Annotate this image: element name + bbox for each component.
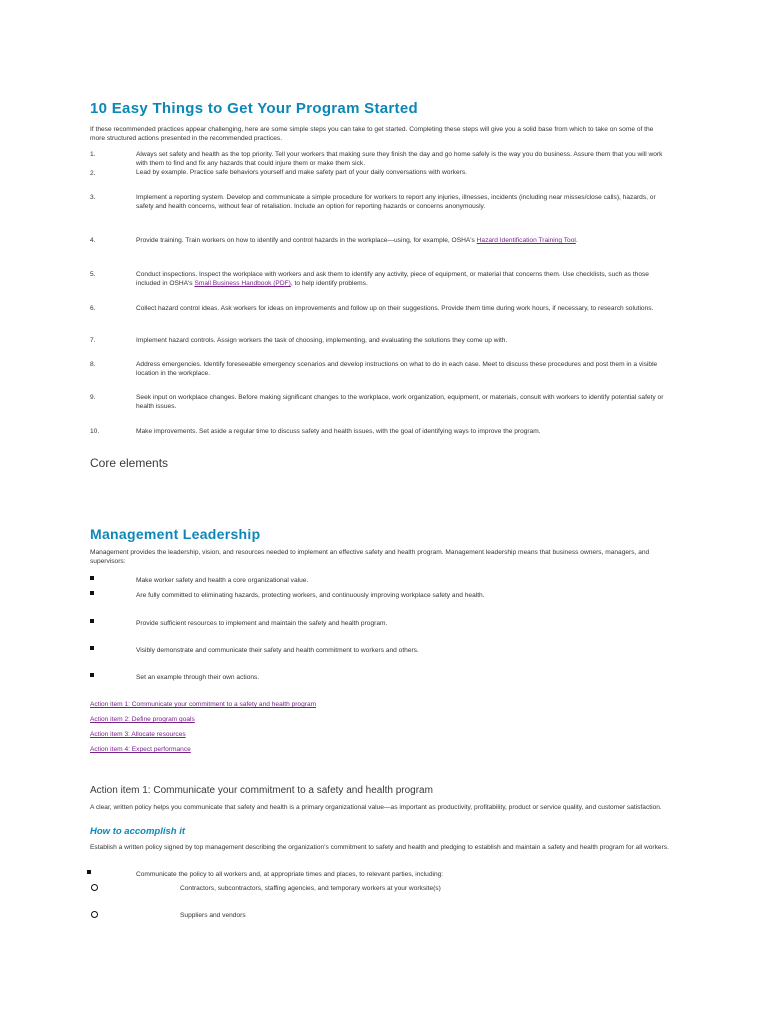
- bullet-text: Visibly demonstrate and communicate their safety and health commitment to workers and others.: [136, 647, 419, 654]
- sub-bullet-text: Suppliers and vendors: [180, 912, 246, 919]
- action-item-1-intro: A clear, written policy helps you communicate that safety and health is a primary organizational value—as important as productivity, profitability, product or service quality, and customer satisfaction.: [90, 804, 662, 811]
- bullet-square-icon: [90, 646, 94, 650]
- bullet-circle-icon: [91, 884, 98, 891]
- step-text-part: Provide training. Train workers on how to identify and control hazards in the workplace—using, for example, OSHA's: [136, 237, 477, 244]
- step-number: 3.: [90, 194, 96, 201]
- step-text: Always set safety and health as the top priority. Tell your workers that making sure they finish the day and go home safely is the way you do business. Assure them that you will work with them to find and fix any hazards that could injure them or make them sick.: [136, 151, 663, 167]
- how-to-accomplish-heading: How to accomplish it: [90, 826, 186, 837]
- bullet-circle-icon: [91, 911, 98, 918]
- step-number: 1.: [90, 151, 96, 158]
- step-number: 5.: [90, 271, 96, 278]
- sub-bullet-text: Contractors, subcontractors, staffing agencies, and temporary workers at your worksite(s): [180, 885, 441, 892]
- core-elements-heading: Core elements: [90, 456, 169, 470]
- hazard-identification-link[interactable]: Hazard Identification Training Tool: [476, 237, 576, 244]
- bullet-square-icon: [90, 591, 94, 595]
- page-title: 10 Easy Things to Get Your Program Started: [90, 100, 418, 117]
- step-text-part: .: [575, 237, 578, 244]
- intro-paragraph: If these recommended practices appear challenging, here are some simple steps you can take to get started. Completing these steps will give you a solid base from which to take on some of the more structured actions presented in the recommended practices.: [90, 126, 654, 142]
- bullet-square-icon: [90, 576, 94, 580]
- action-item-3-link[interactable]: Action item 3: Allocate resources: [90, 731, 186, 738]
- bullet-text: Communicate the policy to all workers and, at appropriate times and places, to relevant parties, including:: [136, 871, 444, 878]
- how-to-accomplish-text: Establish a written policy signed by top management describing the organization's commitment to safety and health and pledging to establish and maintain a safety and health program for all workers.: [90, 844, 669, 851]
- step-number: 6.: [90, 305, 96, 312]
- step-number: 7.: [90, 337, 96, 344]
- step-text: [136, 270, 670, 288]
- action-item-4-link[interactable]: Action item 4: Expect performance: [90, 746, 191, 753]
- step-text: Implement a reporting system. Develop and communicate a simple procedure for workers to report any injuries, illnesses, incidents (including near misses/close calls), hazards, or safety and health concerns, without fear of retaliation. Include an option for reporting hazards or concerns anonymously.: [136, 194, 656, 210]
- step-number: 9.: [90, 394, 96, 401]
- action-item-1-heading: Action item 1: Communicate your commitment to a safety and health program: [90, 785, 433, 796]
- step-text-part: , to help identify problems.: [290, 280, 368, 287]
- step-text: [136, 236, 670, 245]
- step-text: Make improvements. Set aside a regular time to discuss safety and health issues, with the goal of identifying ways to improve the program.: [136, 428, 541, 435]
- step-number: 4.: [90, 237, 96, 244]
- step-text: Lead by example. Practice safe behaviors yourself and make safety part of your daily conversations with workers.: [136, 169, 467, 176]
- bullet-text: Set an example through their own actions.: [136, 674, 260, 681]
- management-intro: Management provides the leadership, vision, and resources needed to implement an effective safety and health program. Management leadership means that business owners, managers, and supervisors:: [90, 549, 650, 565]
- bullet-square-icon: [87, 870, 91, 874]
- action-item-1-link[interactable]: Action item 1: Communicate your commitment to a safety and health program: [90, 701, 317, 708]
- small-business-handbook-link[interactable]: Small Business Handbook (PDF): [194, 280, 291, 287]
- step-number: 2.: [90, 170, 96, 177]
- step-number: 10.: [90, 428, 100, 435]
- bullet-text: Are fully committed to eliminating hazards, protecting workers, and continuously improving workplace safety and health.: [136, 592, 485, 599]
- step-number: 8.: [90, 361, 96, 368]
- step-text: Collect hazard control ideas. Ask workers for ideas on improvements and follow up on their suggestions. Provide them time during work hours, if necessary, to research solutions.: [136, 305, 654, 312]
- bullet-square-icon: [90, 673, 94, 677]
- step-text: Seek input on workplace changes. Before making significant changes to the workplace, work organization, equipment, or materials, consult with workers to identify potential safety or health issues.: [136, 394, 664, 410]
- bullet-text: Make worker safety and health a core organizational value.: [136, 577, 309, 584]
- step-text: Implement hazard controls. Assign workers the task of choosing, implementing, and evaluating the solutions they come up with.: [136, 337, 508, 344]
- bullet-square-icon: [90, 619, 94, 623]
- action-item-2-link[interactable]: Action item 2: Define program goals: [90, 716, 195, 723]
- step-text-part: Conduct inspections. Inspect the workplace with workers and ask them to identify any activity, piece of equipment, or material that concerns them. Use checklists, such as those included in OSHA's: [136, 271, 649, 287]
- step-text: Address emergencies. Identify foreseeable emergency scenarios and develop instructions on what to do in each case. Meet to discuss these procedures and post them in a visible location in the workplace.: [136, 361, 658, 377]
- bullet-text: Provide sufficient resources to implement and maintain the safety and health program.: [136, 620, 388, 627]
- management-leadership-heading: Management Leadership: [90, 526, 261, 542]
